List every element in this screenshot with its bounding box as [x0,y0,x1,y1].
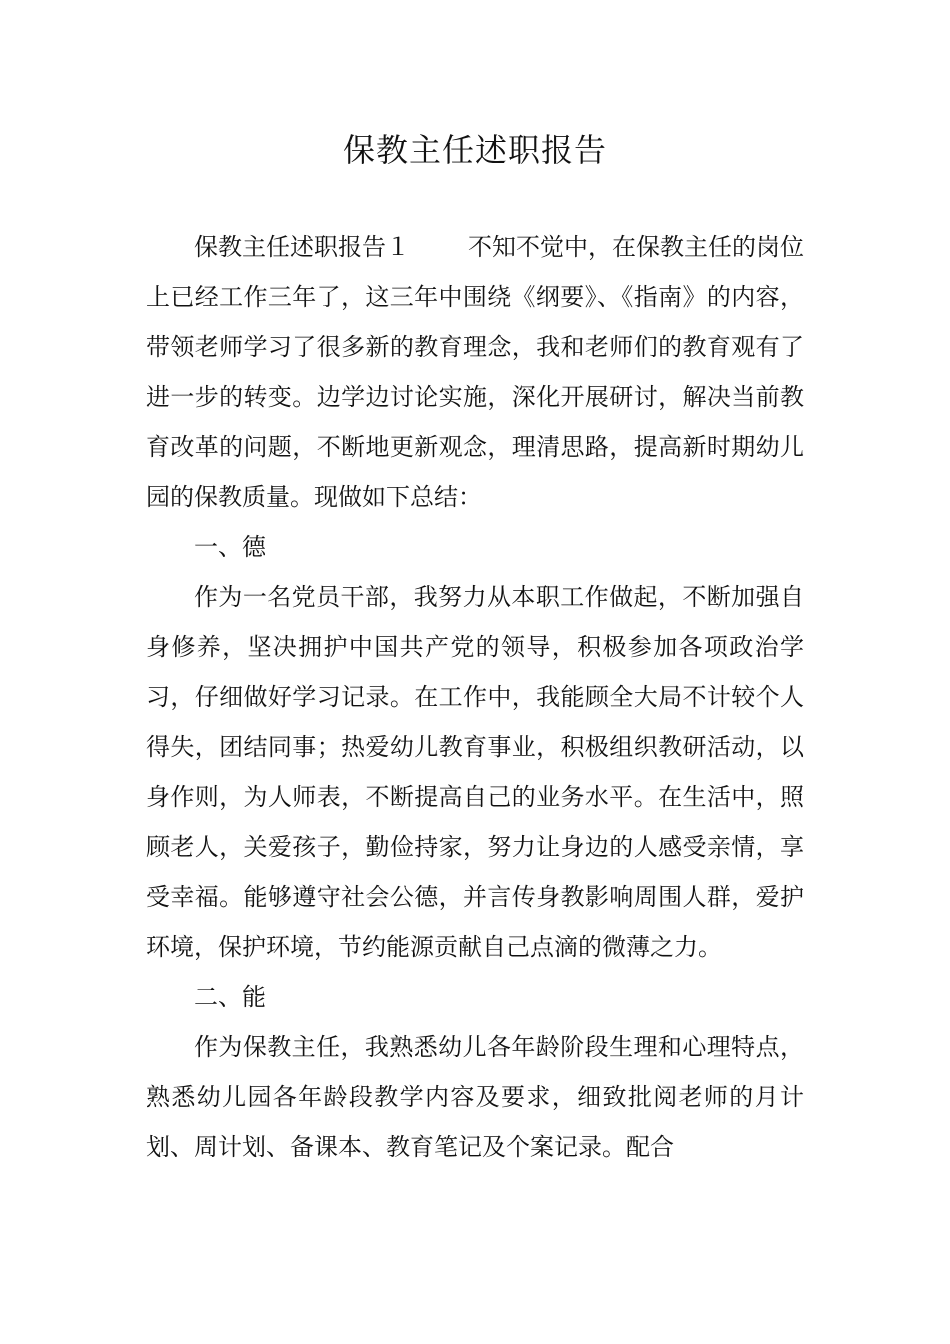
intro-label: 保教主任述职报告１ [194,233,410,261]
intro-text: 不知不觉中，在保教主任的岗位上已经工作三年了，这三年中围绕《纲要》、《指南》的内容，带领老师学习了很多新的教育理念，我和老师们的教育观有了进一步的转变。边学边讨论实施，深化开展研讨，解决当前教育改革的问题，不断地更新观念，理清思路，提高新时期幼儿园的保教质量。现做如下总结： [146,233,804,511]
section-heading-virtue: 一、德 [194,533,266,561]
intro-paragraph [146,222,804,522]
section-paragraph-ability: 作为保教主任，我熟悉幼儿各年龄阶段生理和心理特点，熟悉幼儿园各年龄段教学内容及要求，细致批阅老师的月计划、周计划、备课本、教育笔记及个案记录。配合 [146,1033,804,1161]
document-title: 保教主任述职报告 [342,131,607,169]
document-body [146,222,804,1172]
section-paragraph-virtue: 作为一名党员干部，我努力从本职工作做起，不断加强自身修养，坚决拥护中国共产党的领导，积极参加各项政治学习，仔细做好学习记录。在工作中，我能顾全大局不计较个人得失，团结同事；热爱幼儿教育事业，积极组织教研活动，以身作则，为人师表，不断提高自己的业务水平。在生活中，照顾老人，关爱孩子，勤俭持家，努力让身边的人感受亲情，享受幸福。能够遵守社会公德，并言传身教影响周围人群，爱护环境，保护环境，节约能源贡献自己点滴的微薄之力。 [146,583,804,961]
section-heading-ability: 二、能 [194,983,266,1011]
